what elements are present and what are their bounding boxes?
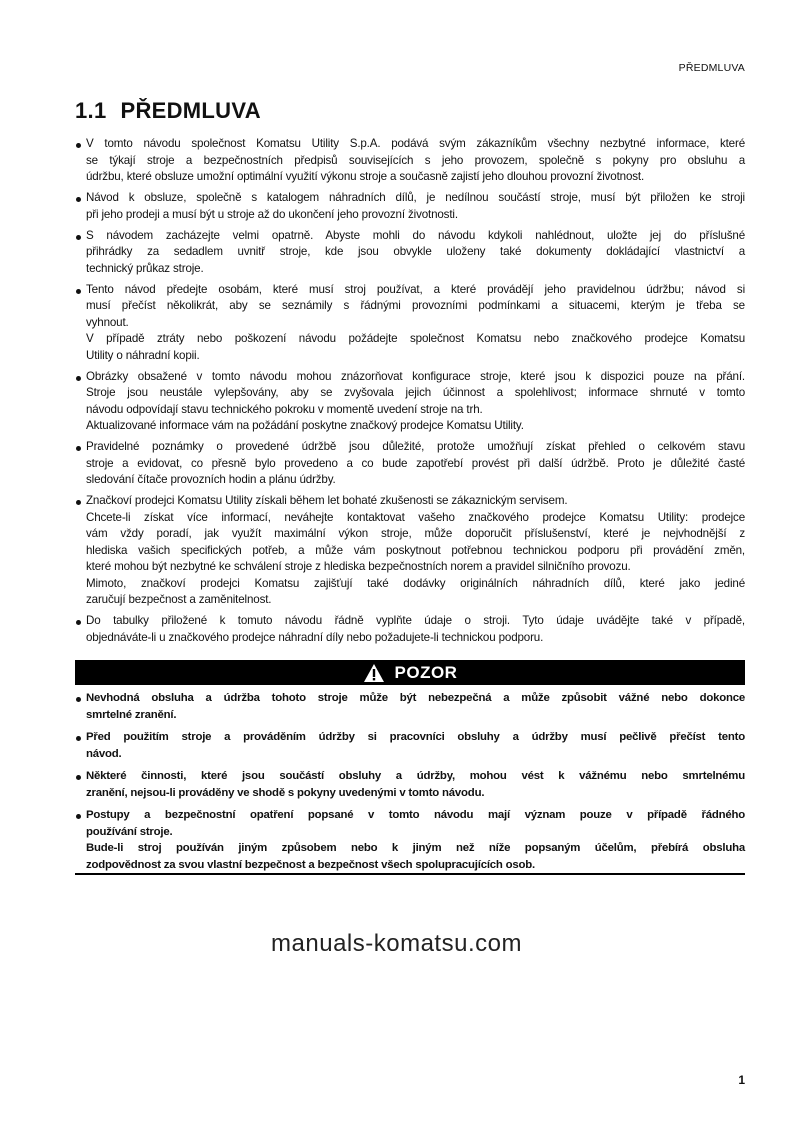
text-line: používání stroje. (86, 825, 173, 838)
text-line: návodu odpovídají stavu technického pokroku v momentě uvedení stroje na trh. (86, 402, 483, 416)
intro-bullet-list (75, 136, 745, 651)
section-number: 1.1 (75, 98, 107, 123)
text-line: Značkoví prodejci Komatsu Utility získali během let bohaté zkušenosti se zákaznickým servisem. (86, 494, 568, 507)
page-number: 1 (738, 1073, 745, 1087)
bullet-dot-icon (76, 143, 81, 148)
text-line: Nevhodná obsluha a údržba tohoto stroje může být nebezpečná a může způsobit vážné nebo dokonce (86, 692, 745, 704)
text-line: zaručují bezpečnost a zaměnitelnost. (86, 593, 272, 606)
text-line: musí přečíst několikrát, aby se seznámily s řádnými provozními podmínkami a situacemi, kterým je třeba se (86, 299, 745, 312)
bullet-dot-icon (76, 197, 81, 202)
text-line: Chcete-li získat více informací, neváhejte kontaktovat vašeho značkového prodejce Komatsu Utility: prodejce (86, 510, 745, 524)
text-line: vám vždy poradí, jak využít maximální výkon stroje, může doporučit příslušenství, které je nejvhodnější z (86, 527, 745, 540)
bullet-dot-icon (76, 446, 81, 451)
bullet-dot-icon (76, 620, 81, 625)
list-item (75, 613, 745, 646)
watermark: manuals-komatsu.com (271, 930, 522, 957)
warning-bullet-list (75, 690, 745, 879)
text-line: objednáváte-li u značkového prodejce náhradní díly nebo požadujete-li technickou podporu. (86, 630, 544, 644)
list-item (75, 136, 745, 186)
bullet-dot-icon (76, 500, 81, 505)
text-line: Pravidelné poznámky o provedené údržbě jsou důležité, protože umožňují získat přehled o celkovém stavu (86, 440, 745, 453)
text-line: Tento návod předejte osobám, které musí stroj používat, a které provádějí jeho pravidelnou údržbu; návod si (86, 282, 745, 296)
text-line: návod. (86, 747, 122, 760)
text-line: které mohou být nezbytné ke schválení stroje z hlediska bezpečnostních norem a pravidel silničního provozu. (86, 560, 631, 573)
text-line: Aktualizované informace vám na požádání poskytne značkový prodejce Komatsu Utility. (86, 419, 524, 432)
warning-triangle-icon (363, 663, 385, 683)
text-line: Bude-li stroj používán jiným způsobem nebo k jiným než níže popsaným účelům, přebírá obsluha (86, 842, 745, 854)
text-line: přihrádky za sedadlem uvnitř stroje, kde jsou obvykle uloženy také dokumenty dokládající vlastnictví a (86, 245, 745, 258)
warning-banner (75, 660, 745, 685)
bullet-dot-icon (76, 697, 81, 702)
bullet-dot-icon (76, 289, 81, 294)
bullet-dot-icon (76, 736, 81, 741)
text-line: Mimoto, značkoví prodejci Komatsu zajišťují také dodávky originálních náhradních dílů, které jako jediné (86, 576, 745, 590)
list-item (75, 807, 745, 873)
list-item (75, 729, 745, 762)
text-line: sledování čítače provozních hodin a plánu údržby. (86, 473, 336, 486)
text-line: hlediska vašich specifických potřeb, a může vám poskytnout potřebnou technickou podporu při provádění změn, (86, 543, 745, 557)
text-line: S návodem zacházejte velmi opatrně. Abyste mohli do návodu kdykoli nahlédnout, uložte jej do příslušné (86, 228, 745, 242)
bullet-dot-icon (76, 775, 81, 780)
text-line: vyhnout. (86, 315, 129, 329)
text-line: Obrázky obsažené v tomto návodu mohou znázorňovat konfigurace stroje, které jsou k dispozici pouze na přání. (86, 369, 745, 383)
text-line: technický průkaz stroje. (86, 261, 204, 275)
text-line: V případě ztráty nebo poškození návodu požádejte společnost Komatsu nebo značkového prodejce Komatsu (86, 332, 745, 345)
text-line: V tomto návodu společnost Komatsu Utility S.p.A. podává svým zákazníkům všechny nezbytné informace, které (86, 137, 745, 150)
warning-label: POZOR (394, 662, 458, 682)
text-line: Návod k obsluze, společně s katalogem náhradních dílů, je nedílnou součástí stroje, musí být přiložen ke stroji (86, 191, 745, 204)
text-line: se týkají stroje a bezpečnostních předpisů souvisejících s jeho provozem, společně s pokyny pro obsluhu a (86, 153, 745, 167)
running-header: PŘEDMLUVA (678, 62, 745, 74)
section-divider (75, 873, 745, 875)
text-line: Utility o náhradní kopii. (86, 348, 200, 362)
section-title (75, 98, 261, 124)
text-line: Některé činnosti, které jsou součástí obsluhy a údržby, mohou vést k vážnému nebo smrtelnému (86, 770, 745, 782)
text-line: při jeho prodeji a musí být u stroje až do ukončení jeho provozní životnosti. (86, 207, 458, 221)
text-line: Postupy a bezpečnostní opatření popsané v tomto návodu mají význam pouze v případě řádného (86, 809, 745, 821)
list-item (75, 493, 745, 609)
list-item (75, 228, 745, 278)
text-line: zodpovědnost za svou vlastní bezpečnost a bezpečnost všech spolupracujících osob. (86, 858, 536, 871)
bullet-dot-icon (76, 235, 81, 240)
bullet-dot-icon (76, 376, 81, 381)
text-line: údržbu, které obsluze umožní optimální využití výkonu stroje a současně zajistí jeho dlouhou provozní životnost. (86, 170, 645, 183)
text-line: Stroje jsou neustále vylepšovány, aby se zvyšovala jejich účinnost a spolehlivost; informace shrnuté v tomto (86, 386, 745, 399)
text-line: zranění, nejsou-li prováděny ve shodě s pokyny uvedenými v tomto návodu. (86, 786, 485, 799)
list-item (75, 369, 745, 435)
bullet-dot-icon (76, 814, 81, 819)
list-item (75, 282, 745, 365)
section-title-text: PŘEDMLUVA (120, 98, 261, 123)
list-item (75, 190, 745, 223)
text-line: smrtelné zranění. (86, 708, 177, 721)
text-line: Před použitím stroje a prováděním údržby si pracovníci obsluhy a údržby musí pečlivě přečíst tento (86, 731, 745, 743)
list-item (75, 690, 745, 723)
text-line: Do tabulky přiložené k tomuto návodu řádně vyplňte údaje o stroji. Tyto údaje uvádějte také v případě, (86, 614, 745, 627)
list-item (75, 768, 745, 801)
list-item (75, 439, 745, 489)
text-line: stroje a evidovat, co přesně bylo provedeno a co bude zapotřebí provést při další údržbě. Proto je důležité časté (86, 456, 745, 470)
